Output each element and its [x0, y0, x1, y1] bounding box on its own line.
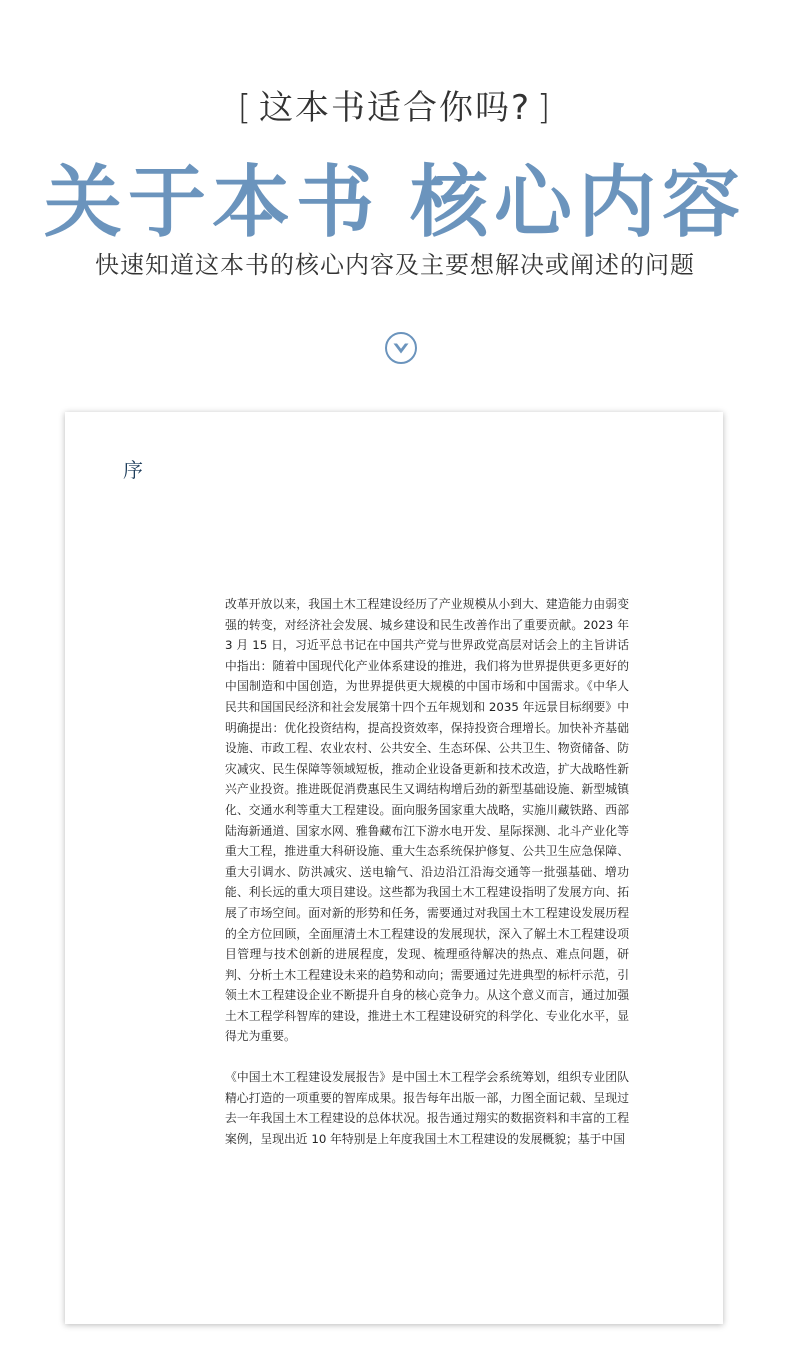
preface-paragraph: 改革开放以来，我国土木工程建设经历了产业规模从小到大、建造能力由弱变强的转变，对经济社会发展、城乡建设和民生改善作出了重要贡献。2023 年 3 月 15 日，习近平总书记在中国共产党与世界政党高层对话会上的主旨讲话中指出：随着中国现代化产业体系建设的推进，我们将为世界提供更多更好的中国制造和中国创造，为世界提供更大规模的中国市场和中国需求。《中华人民共和国国民经济和社会发展第十四个五年规划和 2035 年远景目标纲要》中明确提出：优化投资结构，提高投资效率，保持投资合理增长。加快补齐基础设施、市政工程、农业农村、公共安全、生态环保、公共卫生、物资储备、防灾减灾、民生保障等领域短板，推动企业设备更新和技术改造，扩大战略性新兴产业投资。推进既促消费惠民生又调结构增后劲的新型基础设施、新型城镇化、交通水利等重大工程建设。面向服务国家重大战略，实施川藏铁路、西部陆海新通道、国家水网、雅鲁藏布江下游水电开发、星际探测、北斗产业化等重大工程，推进重大科研设施、重大生态系统保护修复、公共卫生应急保障、重大引调水、防洪减灾、送电输气、沿边沿江沿海交通等一批强基础、增功能、利长远的重大项目建设。这些都为我国土木工程建设指明了发展方向、拓展了市场空间。面对新的形势和任务，需要通过对我国土木工程建设发展历程的全方位回顾，全面厘清土木工程建设的发展现状，深入了解土木工程建设项目管理与技术创新的进展程度，发现、梳理亟待解决的热点、难点问题，研判、分析土木工程建设未来的趋势和动向；需要通过先进典型的标杆示范，引领土木工程建设企业不断提升自身的核心竞争力。从这个意义而言，通过加强土木工程学科智库的建设，推进土木工程建设研究的科学化、专业化水平，显得尤为重要。	[225, 597, 629, 1044]
document-page-preview	[65, 412, 723, 1324]
question-text: 这本书适合你吗?	[258, 88, 532, 128]
title-about-book: 关于本书	[43, 157, 380, 248]
chevron-down-circle-icon	[384, 331, 418, 365]
right-bracket: ]	[537, 88, 553, 128]
preface-heading: 序	[123, 458, 143, 482]
title-core-content: 核心内容	[410, 157, 747, 248]
page-title	[0, 140, 790, 252]
left-bracket: [	[237, 88, 253, 128]
book-suitability-question	[0, 80, 790, 129]
preface-paragraph: 《中国土木工程建设发展报告》是中国土木工程学会系统筹划，组织专业团队精心打造的一项重要的智库成果。报告每年出版一部，力图全面记载、呈现过去一年我国土木工程建设的总体状况。报告通过翔实的数据资料和丰富的工程案例，呈现出近 10 年特别是上年度我国土木工程建设的发展概貌；基于中国	[225, 1070, 629, 1146]
page-subtitle: 快速知道这本书的核心内容及主要想解决或阐述的问题	[95, 251, 695, 279]
preface-body	[225, 594, 629, 1149]
